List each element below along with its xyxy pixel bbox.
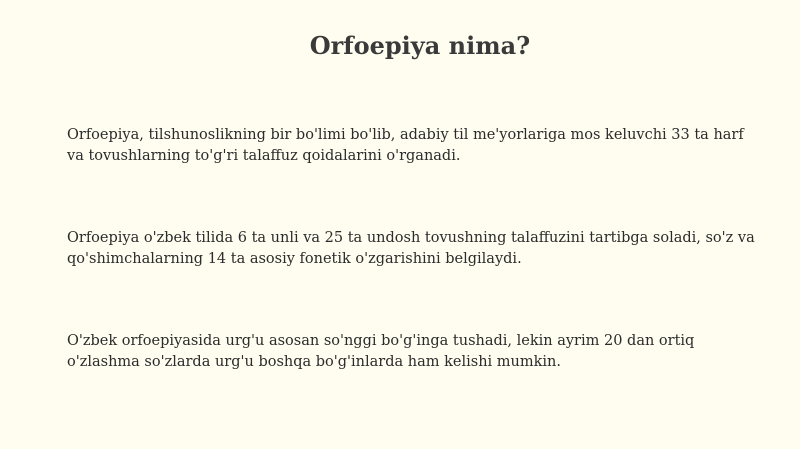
slide-title: Orfoepiya nima?: [309, 31, 531, 60]
paragraph-stress: O'zbek orfoepiyasida urg'u asosan so'nggi bo'g'inga tushadi, lekin ayrim 20 dan ortiq o'zlashma so'zlarda urg'u boshqa bo'g'inlarda ham kelishi mumkin.: [67, 333, 695, 370]
paragraph-definition: Orfoepiya, tilshunoslikning bir bo'limi bo'lib, adabiy til me'yorlariga mos keluvchi 33 ta harf va tovushlarning to'g'ri talaffuz qoidalarini o'rganadi.: [67, 127, 744, 164]
paragraph-sounds: Orfoepiya o'zbek tilida 6 ta unli va 25 ta undosh tovushning talaffuzini tartibga soladi, so'z va qo'shimchalarning 14 ta asosiy fonetik o'zgarishini belgilaydi.: [67, 230, 755, 267]
